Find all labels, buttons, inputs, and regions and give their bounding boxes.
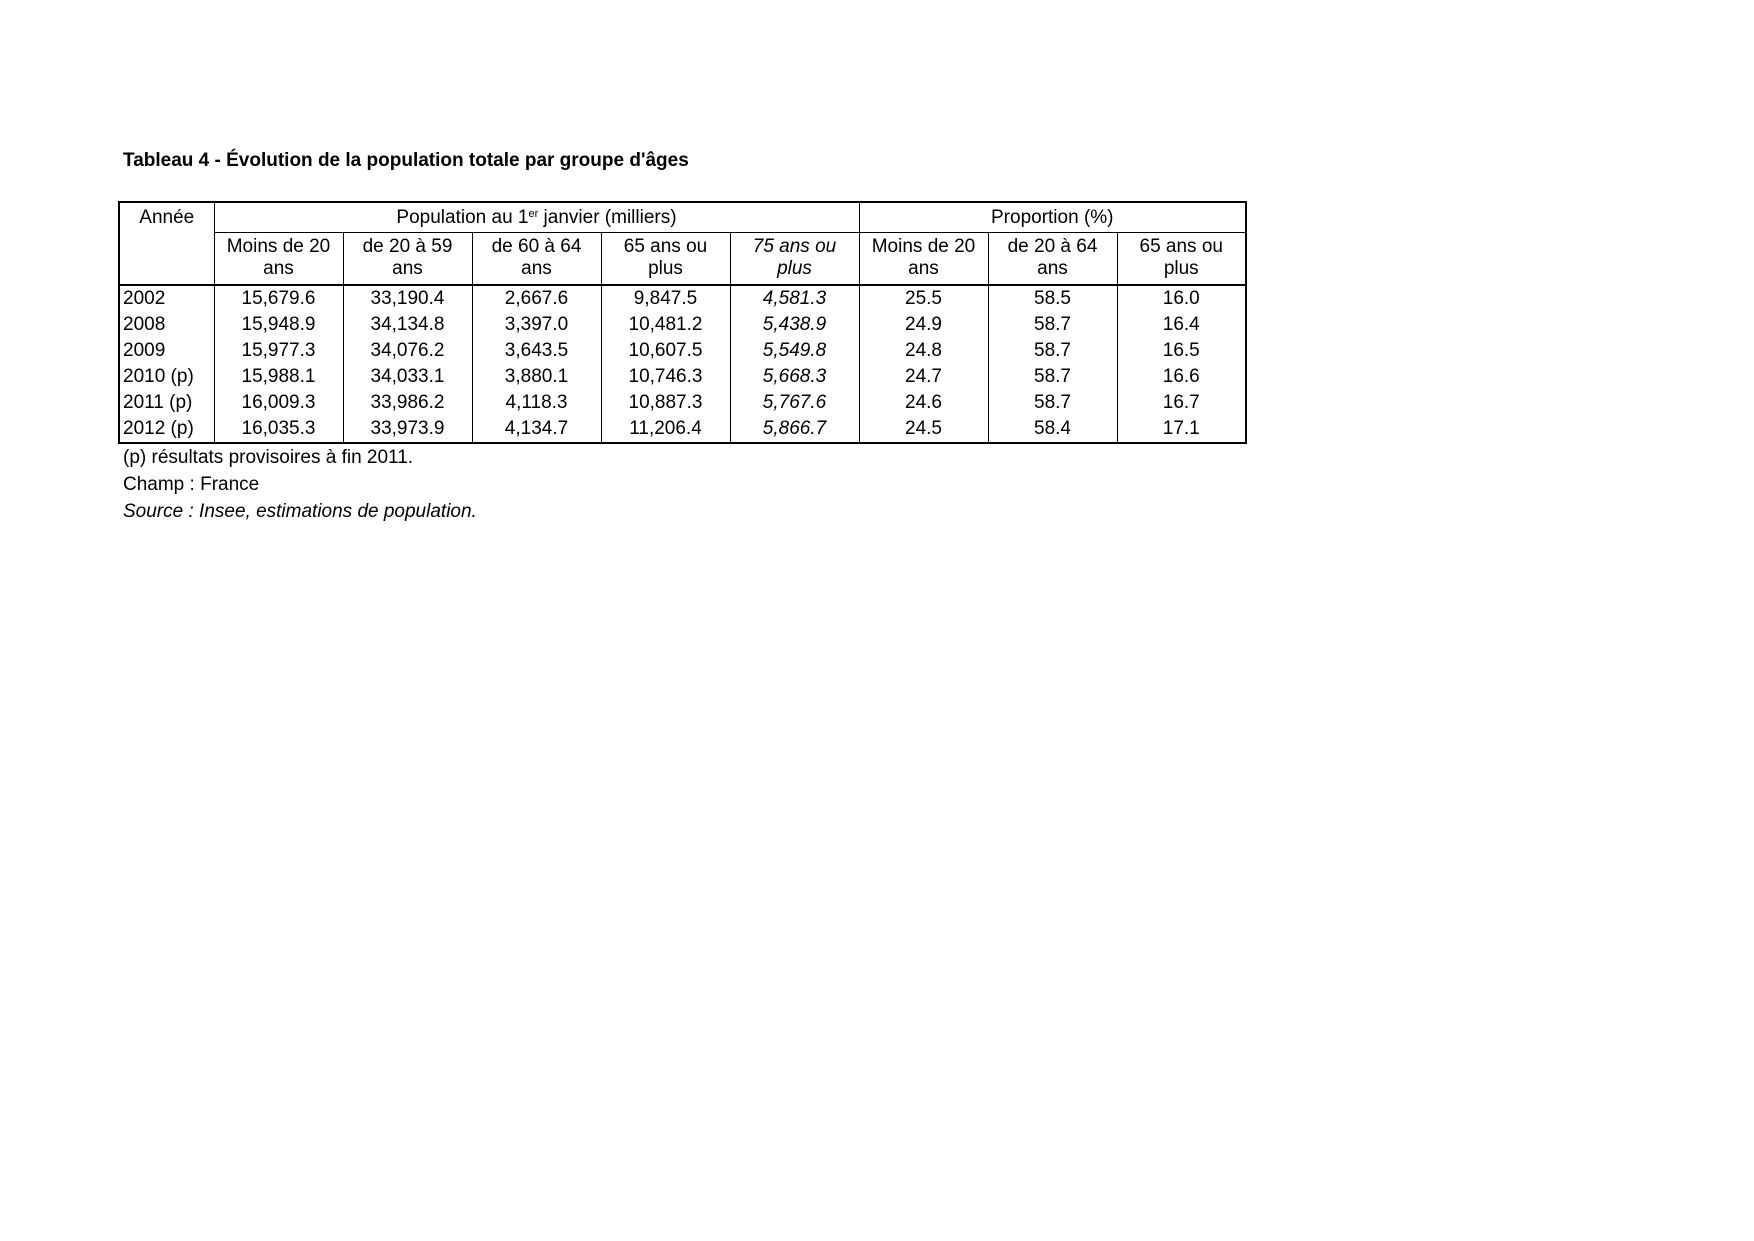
- value-cell: 16.0: [1117, 285, 1246, 312]
- column-header-line: 75 ans ou: [752, 236, 837, 257]
- value-cell: 10,607.5: [601, 338, 730, 364]
- proportion-group-header: Proportion (%): [859, 202, 1246, 233]
- value-cell: 5,668.3: [730, 364, 859, 390]
- column-header-line: plus: [777, 258, 812, 279]
- population-column-header: [730, 233, 859, 285]
- table-notes: [123, 444, 477, 525]
- value-cell: 34,033.1: [343, 364, 472, 390]
- table-row: [119, 364, 1246, 390]
- value-cell: 4,134.7: [472, 416, 601, 443]
- table-row: [119, 312, 1246, 338]
- population-group-header: Population au 1er janvier (milliers): [214, 202, 859, 233]
- population-column-header: [472, 233, 601, 285]
- value-cell: 11,206.4: [601, 416, 730, 443]
- column-header-line: ans: [1037, 258, 1068, 279]
- value-cell: 34,134.8: [343, 312, 472, 338]
- value-cell: 24.5: [859, 416, 988, 443]
- value-cell: 5,549.8: [730, 338, 859, 364]
- population-table: [118, 201, 1247, 444]
- scope-note: Champ : France: [123, 474, 260, 495]
- column-header-line: plus: [648, 258, 683, 279]
- column-header-line: Moins de 20: [871, 236, 976, 257]
- year-cell: 2010 (p): [119, 364, 214, 390]
- table-row: [119, 285, 1246, 312]
- proportion-column-header: [988, 233, 1117, 285]
- proportion-column-header: [859, 233, 988, 285]
- column-header-line: ans: [521, 258, 552, 279]
- value-cell: 34,076.2: [343, 338, 472, 364]
- value-cell: 15,988.1: [214, 364, 343, 390]
- table-row: [119, 390, 1246, 416]
- value-cell: 9,847.5: [601, 285, 730, 312]
- value-cell: 58.7: [988, 390, 1117, 416]
- column-header-line: de 20 à 64: [1007, 236, 1098, 257]
- year-cell: 2009: [119, 338, 214, 364]
- column-header-line: 65 ans ou: [623, 236, 708, 257]
- value-cell: 33,973.9: [343, 416, 472, 443]
- year-cell: 2002: [119, 285, 214, 312]
- value-cell: 24.8: [859, 338, 988, 364]
- value-cell: 15,977.3: [214, 338, 343, 364]
- value-cell: 16.5: [1117, 338, 1246, 364]
- value-cell: 16.7: [1117, 390, 1246, 416]
- value-cell: 5,767.6: [730, 390, 859, 416]
- value-cell: 58.7: [988, 338, 1117, 364]
- year-cell: 2008: [119, 312, 214, 338]
- value-cell: 10,481.2: [601, 312, 730, 338]
- value-cell: 16.6: [1117, 364, 1246, 390]
- value-cell: 24.6: [859, 390, 988, 416]
- year-cell: 2011 (p): [119, 390, 214, 416]
- value-cell: 58.7: [988, 312, 1117, 338]
- population-column-header: [343, 233, 472, 285]
- population-column-header: [214, 233, 343, 285]
- value-cell: 33,190.4: [343, 285, 472, 312]
- value-cell: 4,118.3: [472, 390, 601, 416]
- value-cell: 3,643.5: [472, 338, 601, 364]
- value-cell: 33,986.2: [343, 390, 472, 416]
- column-header-line: ans: [392, 258, 423, 279]
- value-cell: 16,035.3: [214, 416, 343, 443]
- year-header: Année: [119, 202, 214, 285]
- column-header-line: 65 ans ou: [1139, 236, 1223, 257]
- provisional-note: (p) résultats provisoires à fin 2011.: [123, 447, 414, 468]
- value-cell: 16.4: [1117, 312, 1246, 338]
- value-cell: 15,679.6: [214, 285, 343, 312]
- value-cell: 4,581.3: [730, 285, 859, 312]
- value-cell: 24.7: [859, 364, 988, 390]
- column-header-line: ans: [263, 258, 294, 279]
- value-cell: 58.7: [988, 364, 1117, 390]
- column-header-line: de 20 à 59: [362, 236, 453, 257]
- column-header-line: plus: [1163, 258, 1199, 279]
- value-cell: 5,866.7: [730, 416, 859, 443]
- value-cell: 3,880.1: [472, 364, 601, 390]
- column-header-line: Moins de 20: [226, 236, 331, 257]
- value-cell: 3,397.0: [472, 312, 601, 338]
- value-cell: 10,746.3: [601, 364, 730, 390]
- value-cell: 5,438.9: [730, 312, 859, 338]
- year-cell: 2012 (p): [119, 416, 214, 443]
- value-cell: 24.9: [859, 312, 988, 338]
- value-cell: 58.5: [988, 285, 1117, 312]
- table-title: Tableau 4 - Évolution de la population totale par groupe d'âges: [123, 150, 689, 171]
- value-cell: 16,009.3: [214, 390, 343, 416]
- value-cell: 10,887.3: [601, 390, 730, 416]
- value-cell: 15,948.9: [214, 312, 343, 338]
- population-column-header: [601, 233, 730, 285]
- value-cell: 2,667.6: [472, 285, 601, 312]
- column-header-line: de 60 à 64: [491, 236, 582, 257]
- value-cell: 25.5: [859, 285, 988, 312]
- source-note: Source : Insee, estimations de population.: [123, 501, 477, 522]
- column-header-line: ans: [908, 258, 939, 279]
- value-cell: 58.4: [988, 416, 1117, 443]
- value-cell: 17.1: [1117, 416, 1246, 443]
- table-row: [119, 416, 1246, 443]
- table-row: [119, 338, 1246, 364]
- proportion-column-header: [1117, 233, 1246, 285]
